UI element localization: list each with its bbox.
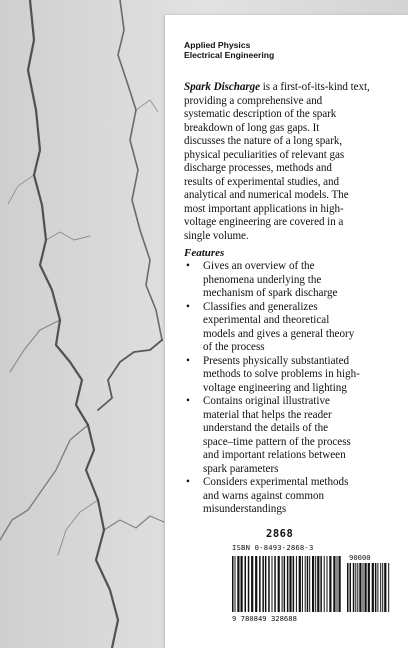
barcode-bar xyxy=(262,556,264,612)
barcode-addon-bar xyxy=(372,563,374,612)
barcode-addon-bar xyxy=(355,563,356,612)
feature-item xyxy=(184,395,408,476)
subject-electrical-engineering: Electrical Engineering xyxy=(184,50,275,60)
barcode-addon-bar xyxy=(382,563,383,612)
barcode-addon-bar xyxy=(363,563,364,612)
description-line: breakdown of long gas gaps. It xyxy=(184,121,320,134)
barcode-addon-bar xyxy=(359,563,361,612)
isbn-label-row xyxy=(232,543,314,552)
feature-line: Considers experimental methods xyxy=(203,476,349,488)
barcode-bar xyxy=(287,556,289,612)
barcode-bars-addon xyxy=(347,563,389,612)
feature-line: models and gives a general theory xyxy=(203,327,355,340)
description-line: providing a comprehensive and xyxy=(184,94,323,107)
feature-line: voltage engineering and lighting xyxy=(203,381,347,394)
feature-line: space–time pattern of the process xyxy=(203,435,351,448)
feature-item xyxy=(184,476,408,517)
barcode-bar xyxy=(268,556,270,612)
barcode-bar xyxy=(327,556,328,612)
feature-line: Presents physically substantiated xyxy=(203,354,350,367)
barcode-bar xyxy=(299,556,301,612)
barcode-addon-bar xyxy=(380,563,381,612)
bullet-icon: • xyxy=(186,476,190,488)
barcode-addon-bar xyxy=(357,563,358,612)
feature-line: material that helps the reader xyxy=(203,408,332,421)
book-description xyxy=(184,81,408,243)
barcode-bar xyxy=(245,556,247,612)
description-line: discharge processes, methods and xyxy=(184,162,332,174)
barcode-bar xyxy=(259,556,261,612)
barcode-digits: 9 780849 328688 xyxy=(232,614,297,623)
barcode-bar xyxy=(333,556,335,612)
description-line: results of experimental studies, and xyxy=(184,175,340,188)
feature-line: understand the details of the xyxy=(203,422,329,434)
book-title: Spark Discharge xyxy=(184,81,260,93)
feature-line: and warns against common xyxy=(203,489,325,502)
feature-line: Contains original illustrative xyxy=(203,395,330,407)
isbn-label: ISBN 0-8493-2868-3 xyxy=(232,543,314,552)
barcode-addon-bar xyxy=(388,563,389,612)
barcode-bar xyxy=(272,556,273,612)
barcode-bar xyxy=(307,556,309,612)
barcode-addon-bar xyxy=(384,563,386,612)
feature-line: phenomena underlying the xyxy=(203,273,322,286)
description-first-line-rest: is a first-of-its-kind text, xyxy=(260,81,370,93)
subject-applied-physics: Applied Physics xyxy=(184,40,251,50)
feature-line: Gives an overview of the xyxy=(203,260,315,272)
barcode-bar xyxy=(265,556,267,612)
barcode-bar xyxy=(237,556,239,612)
barcode-bar xyxy=(232,556,234,612)
description-line: single volume. xyxy=(184,229,249,242)
barcode-bar xyxy=(274,556,276,612)
barcode-bar xyxy=(241,556,243,612)
barcode-bar xyxy=(315,556,316,612)
barcode-bar xyxy=(312,556,314,612)
description-line: most important applications in high- xyxy=(184,202,344,215)
bullet-icon: • xyxy=(186,260,190,272)
barcode-bar xyxy=(278,556,280,612)
barcode-bar xyxy=(255,556,257,612)
isbn-barcode xyxy=(229,552,395,614)
feature-line: of the process xyxy=(203,341,265,353)
barcode-addon-bar xyxy=(347,563,349,612)
barcode-bar xyxy=(296,556,297,612)
feature-item xyxy=(184,355,408,396)
description-line: physical peculiarities of relevant gas xyxy=(184,148,345,161)
barcode-bar xyxy=(329,556,331,612)
bullet-icon: • xyxy=(186,395,190,407)
features-heading: Features xyxy=(184,247,225,259)
subject-categories xyxy=(184,40,274,60)
barcode-addon-bar xyxy=(353,563,355,612)
barcode-addon-bar xyxy=(368,563,370,612)
barcode-bar xyxy=(282,556,283,612)
feature-line: experimental and theoretical xyxy=(203,314,330,326)
feature-line: Classifies and generalizes xyxy=(203,300,318,313)
feature-line: spark parameters xyxy=(203,462,279,475)
description-line: analytical and numerical models. The xyxy=(184,189,349,201)
feature-item xyxy=(184,301,408,355)
barcode-bar xyxy=(317,556,319,612)
feature-item xyxy=(184,260,408,301)
feature-line: and important relations between xyxy=(203,449,346,461)
barcode-bar xyxy=(284,556,286,612)
description-line: systematic description of the spark xyxy=(184,108,337,120)
barcode-addon-bar xyxy=(377,563,378,612)
barcode-bar xyxy=(337,556,338,612)
barcode-bar xyxy=(320,556,322,612)
barcode-bar xyxy=(339,556,341,612)
barcode-bar xyxy=(305,556,306,612)
feature-line: methods to solve problems in high- xyxy=(203,368,360,380)
feature-line: misunderstandings xyxy=(203,503,287,515)
bullet-icon: • xyxy=(186,300,190,313)
catalog-number: 2868 xyxy=(266,528,294,540)
description-line: discusses the nature of a long spark, xyxy=(184,135,343,147)
bullet-icon: • xyxy=(186,354,190,367)
barcode-addon-bar xyxy=(350,563,352,612)
barcode-bar xyxy=(248,556,250,612)
barcode-bar xyxy=(293,556,295,612)
features-list xyxy=(184,260,408,517)
barcode-bar xyxy=(302,556,303,612)
barcode-bar xyxy=(289,556,291,612)
barcode-bar xyxy=(324,556,325,612)
description-line: voltage engineering are covered in a xyxy=(184,216,344,228)
barcode-addon-bar xyxy=(365,563,367,612)
isbn-price-code: 90000 xyxy=(349,553,371,562)
barcode-addon-bar xyxy=(375,563,377,612)
barcode-bar xyxy=(251,556,253,612)
description-first-line xyxy=(184,81,408,95)
feature-line: mechanism of spark discharge xyxy=(203,287,338,299)
barcode-bar xyxy=(235,556,236,612)
barcode-bar xyxy=(309,556,310,612)
